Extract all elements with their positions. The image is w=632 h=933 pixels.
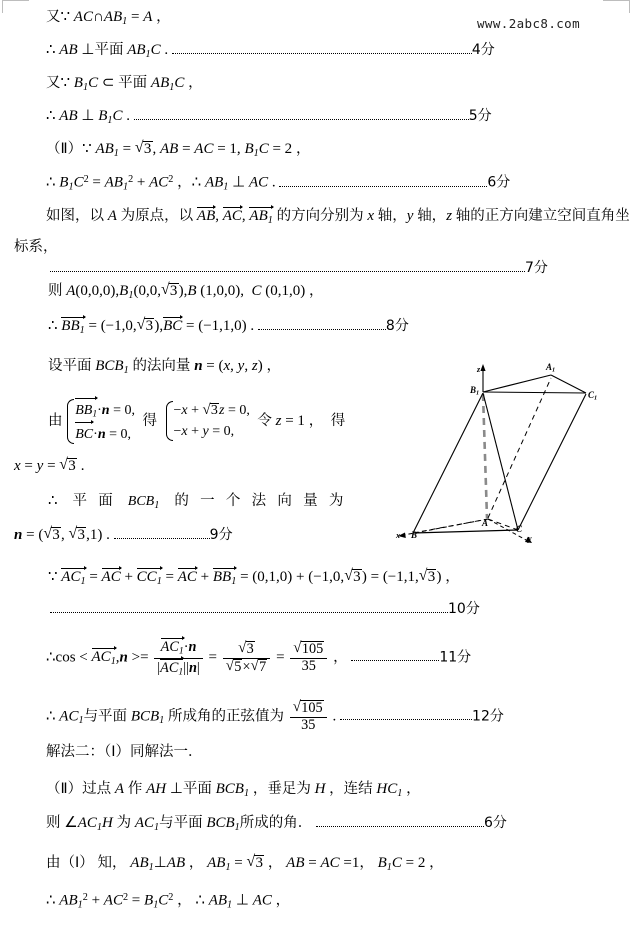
text-line-19: （Ⅱ）过点 A 作 AH ⊥平面 $BCB_1$ ，垂足为 H ，连结 $HC_1$ ， (46, 781, 421, 799)
text-line-3: 又∵ $B_1C$ ⊂ 平面 $AB_1C$ ， (46, 75, 203, 93)
vertex-label-B1-subscript: 1 (476, 389, 480, 397)
phrase-ru-tu: 如图，以 (46, 208, 104, 224)
score-5: 5分 (468, 108, 492, 124)
phrase-guo-dian: 过点 (82, 781, 112, 797)
phrase-ling: 令 (257, 412, 272, 429)
vertex-label-A: A (482, 518, 489, 528)
part-marker-2b: （Ⅱ） (46, 781, 83, 797)
text-line-1: 又∵ $AC\cap AB_1 = A$ ， (46, 9, 171, 27)
text-line-17: ∴ $AC_1$与平面 $BCB_1$ 所成角的正弦值为 √ $\frac{105}{35}$ . 12分 (46, 700, 504, 734)
dotted-leader (134, 109, 469, 124)
fraction-result-sqrt105-over-35: √ $\frac{105}{35}$ (290, 700, 327, 734)
vertex-label-A1-letter: A (546, 362, 553, 372)
dotted-leader (316, 816, 484, 831)
part-marker-1: （Ⅰ） (104, 744, 131, 760)
text-line-5: （Ⅱ）∵ $AB_1$ = √ 3, AB = AC = 1, $B_1C = 2$ ， (46, 141, 310, 159)
text-line-4: ∴ AB ⊥ $B_1C$ . 5分 (46, 108, 492, 126)
phrase-de-fang-xiang: 的方向分别为 (276, 208, 364, 224)
dotted-leader (340, 709, 472, 724)
dotted-leader (50, 261, 525, 276)
dotted-leader (114, 528, 210, 543)
edge-B-C (413, 530, 518, 533)
dotted-leader (279, 176, 487, 191)
fraction-cos-definition: $\frac{AC_1\cdot n}{|AC_1||n|}$ (154, 638, 202, 678)
dotted-leader (258, 319, 386, 334)
axis-z-arrowhead (480, 364, 485, 371)
part-marker-1b: （Ⅰ） (60, 855, 94, 871)
vertex-label-C: C (516, 524, 523, 534)
vertex-label-A1-subscript: 1 (552, 366, 556, 374)
text-line-18 (46, 745, 203, 760)
score-6: 6分 (487, 174, 511, 191)
phrase-wei-yuan-dian: 为原点，以 (120, 208, 194, 224)
score-12: 12分 (472, 708, 504, 725)
text-line-8: 则 $A(0,0,0),B_1(0,0$, √ 3),B (1,0,0), C (0,1,0) ， (48, 283, 324, 301)
text-line-16-cosine: ∴cos < $AC_1,n$ >= $\frac{AC_1\cdot n}{|AC_1||n|}$ = √ 3 √ 5× √ 7 = √ $\frac{105}{35}$ ， 11分 (46, 638, 471, 678)
score-9: 9分 (209, 527, 233, 543)
vertex-label-B: B (411, 530, 418, 540)
text-line-7: 如图，以 A 为原点，以 AB, AC, $AB_1$ 的方向分别为 x 轴，y 轴，z 轴的正方向建立空间直角坐 (46, 208, 630, 226)
score-7: 7分 (525, 260, 548, 276)
prism-svg (396, 352, 632, 550)
phrase-ze: 则 (48, 283, 63, 299)
edge-B1-C1 (483, 392, 586, 393)
phrase-yu-ping-mian: 与平面 (83, 708, 128, 725)
text-line-score-7 (50, 261, 548, 276)
text-line-22: ∴ $AB_1^2 + AC^2 = B_1C^2$ ， ∴ $AB_1$ ⊥ AC ， (46, 892, 291, 911)
vertex-label-B1-letter: B (470, 385, 477, 395)
dotted-leader (351, 651, 439, 666)
phrase-tong-jie-fa-yi: 同解法一． (130, 744, 203, 760)
axis-label-z: z (477, 365, 481, 374)
phrase-biao-xi: 标系， (14, 239, 58, 255)
phrase-she-ping-mian: 设平面 (48, 358, 92, 374)
phrase-de: 得 (142, 412, 157, 429)
vertex-label-B1 (470, 385, 479, 397)
text-line-14: n = ( √ 3, √ 3,1) . 9分 (14, 527, 233, 544)
phrase-jie-fa-er: 解法二： (46, 744, 104, 760)
vertex-label-C1-letter: C (588, 390, 595, 400)
edge-B1-A-dashed (483, 394, 487, 518)
axis-label-x: x (396, 531, 400, 540)
page-corner-mark-top-right (603, 0, 630, 13)
fraction-sqrt105-over-35: √ $\frac{105}{35}$ (290, 641, 327, 675)
edge-A1-C1 (551, 375, 586, 393)
fraction-sqrt3-over: √ 3 √ 5× √ 7 (223, 641, 271, 676)
edge-B1-B (413, 393, 483, 533)
vertex-label-C1 (588, 390, 597, 402)
edge-C1-C (518, 394, 586, 530)
part-marker-2: （Ⅱ） (46, 141, 83, 157)
phrase-zuo: 作 (127, 781, 143, 797)
phrase-de-2: 得 (330, 412, 346, 429)
text-line-11-systems: 由 $BB_1\cdot n = 0$, BC·n = 0, 得 −x + √ 3z = 0, −x + y = 0, 令 z = 1 ， 得 (48, 398, 345, 445)
axis-label-y: y (528, 534, 532, 543)
equation-system-right: −x + √ 3z = 0, −x + y = 0, (165, 400, 250, 442)
vertex-label-C1-subscript: 1 (594, 394, 598, 402)
text-line-21: 由（Ⅰ） 知， $AB_1\perp AB$ ， $AB_1$ = √ 3 ， AB = AC =1， $B_1C = 2$ ， (46, 855, 444, 873)
text-line-6: ∴ $B_1C^2 = AB_1^2 + AC^2$ ，∴ $AB_1$ ⊥ AC . 6分 (46, 174, 511, 193)
score-8: 8分 (385, 318, 409, 334)
edge-B1-C (483, 393, 518, 530)
phrase-you: 由 (48, 412, 63, 429)
edge-B1-A1 (483, 375, 551, 392)
score-11: 11分 (439, 649, 472, 666)
dotted-leader (172, 43, 472, 58)
text-line-13: ∴ 平 面 $BCB_1$ 的 一 个 法 向 量 为 (48, 493, 344, 511)
text-line-15: ∵ $AC_1$ = AC + $CC_1$ = AC + $BB_1 = (0,1,0) + (-1,0$, √ 3) = (−1,1, √ 3) ， (48, 568, 460, 587)
text-line-7-cont (14, 240, 58, 255)
text-line-20: 则 $\angle AC_1H$ 为 $AC_1$与平面 $BCB_1$所成的角． 6分 (46, 815, 507, 833)
text-line-score-10 (50, 602, 480, 617)
score-6b: 6分 (484, 815, 507, 831)
text-line-10: 设平面 $BCB_1$ 的法向量 n = (x, y, z) ， (48, 358, 281, 376)
geometry-figure-prism (396, 352, 632, 550)
phrase-sin-value: 所成角的正弦值为 (168, 708, 284, 725)
score-10: 10分 (448, 601, 480, 617)
phrase-de-fa-xiang-liang: 的法向量 (132, 358, 191, 374)
score-4: 4分 (471, 42, 495, 58)
vertex-label-A1 (546, 362, 555, 374)
text-line-12: x = y = √ 3 . (14, 458, 84, 475)
edge-A-C-dashed (488, 519, 518, 530)
phrase-zhi: 知， (97, 855, 127, 871)
text-line-9: ∴ $BB_1 = (-1,0$, √ 3),BC = (−1,1,0) . 8分 (48, 317, 409, 336)
text-line-2: ∴ AB ⊥平面 $AB_1C$ . 4分 (46, 42, 495, 60)
dotted-leader (50, 602, 448, 617)
page-corner-mark-top-left (2, 0, 29, 13)
equation-system-left: $BB_1\cdot n = 0$, BC·n = 0, (66, 398, 135, 445)
watermark-url: www.2abc8.com (477, 16, 581, 31)
